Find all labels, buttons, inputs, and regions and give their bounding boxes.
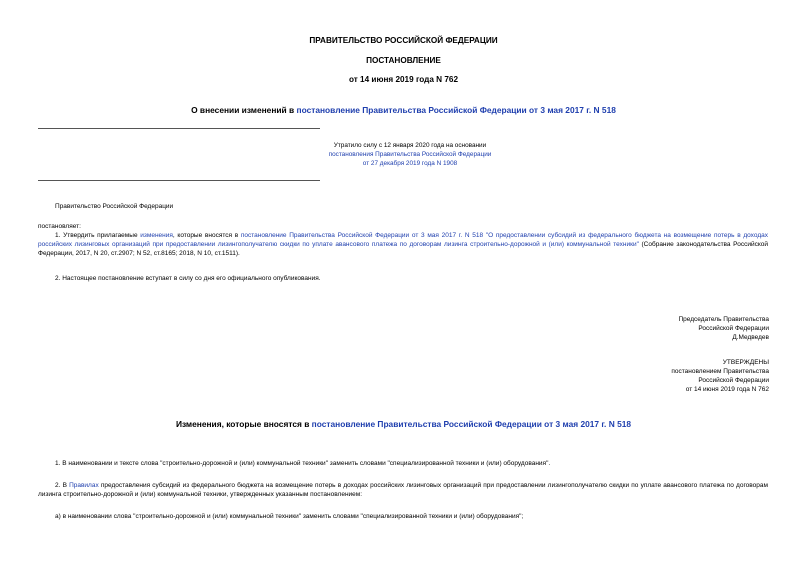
changes-title: [0, 419, 807, 429]
document-title: [0, 105, 807, 115]
title-prefix: О внесении изменений в: [191, 105, 297, 115]
change-2-text-b: предоставления субсидий из федерального бюджета на возмещение потерь в доходах российских лизинговых организаций при предоставлении лизингополучателю скидки по уплате авансового платежа по договорам лизинга строительно-дорожной и (или) коммунальной техники, утвержденных указанным постановлением:: [38, 482, 768, 498]
item-1-text-b: , которые вносятся в: [172, 232, 241, 239]
approved-line-3: Российской Федерации: [698, 377, 769, 384]
item-2-paragraph: 2. Настоящее постановление вступает в силу со дня его официального опубликования.: [55, 275, 321, 282]
document-type: ПОСТАНОВЛЕНИЕ: [366, 56, 441, 65]
status-link-1[interactable]: постановления Правительства Российской Федерации: [328, 150, 492, 158]
change-1-paragraph: 1. В наименовании и тексте слова "строительно-дорожной и (или) коммунальной техники" заменить словами "специализированной техники и (или) оборудования".: [55, 460, 551, 467]
government-line: Правительство Российской Федерации: [55, 203, 174, 210]
item-1-text-a: 1. Утвердить прилагаемые: [55, 232, 141, 239]
approved-line-1: УТВЕРЖДЕНЫ: [722, 359, 769, 366]
item-1-text-c: (Собрание законодательства Российской Федерации, 2017, N 20, ст.2907; N 52, ст.8165; 2018, N 10, ст.1511).: [38, 241, 768, 257]
approved-block: [560, 358, 769, 394]
changes-title-prefix: Изменения, которые вносятся в: [175, 419, 312, 429]
item-1-paragraph: [38, 231, 768, 258]
government-heading: ПРАВИТЕЛЬСТВО РОССИЙСКОЙ ФЕДЕРАЦИИ: [309, 36, 498, 45]
change-2-text-a: 2. В: [55, 482, 70, 489]
item-1-link-decree[interactable]: постановление Правительства Российской Федерации от 3 мая 2017 г. N 518 "О предоставлении субсидий из федерального бюджета на возмещение потерь в доходах российских лизинговых организаций при предоставлении лизингополучателю скидки по уплате авансового платежа по договорам лизинга строительно-дорожной и (или) коммунальной техники": [38, 232, 768, 248]
document-date: от 14 июня 2019 года N 762: [348, 75, 459, 84]
signature-block: [560, 315, 769, 342]
signature-name: Д.Медведев: [732, 334, 769, 341]
status-block: [290, 142, 530, 168]
signature-position-2: Российской Федерации: [698, 325, 769, 332]
divider-bottom: [38, 180, 320, 181]
item-1-link-changes[interactable]: изменения: [140, 232, 173, 239]
approved-line-4: от 14 июня 2019 года N 762: [685, 386, 769, 393]
change-2a-paragraph: а) в наименовании слова "строительно-дорожной и (или) коммунальной техники" заменить словами "специализированной техники и (или) оборудования";: [55, 513, 524, 520]
title-link[interactable]: постановление Правительства Российской Федерации от 3 мая 2017 г. N 518: [296, 105, 616, 115]
change-2-link-rules[interactable]: Правилах: [69, 482, 99, 489]
status-link-2[interactable]: от 27 декабря 2019 года N 1908: [362, 159, 458, 167]
signature-position-1: Председатель Правительства: [678, 316, 769, 323]
divider-top: [38, 128, 320, 129]
decides-line: постановляет:: [38, 223, 81, 230]
approved-line-2: постановлением Правительства: [671, 368, 769, 375]
changes-title-link[interactable]: постановление Правительства Российской Федерации от 3 мая 2017 г. N 518: [311, 419, 632, 429]
change-2-paragraph: [38, 481, 768, 499]
status-text: Утратило силу с 12 января 2020 года на основании: [333, 142, 487, 149]
